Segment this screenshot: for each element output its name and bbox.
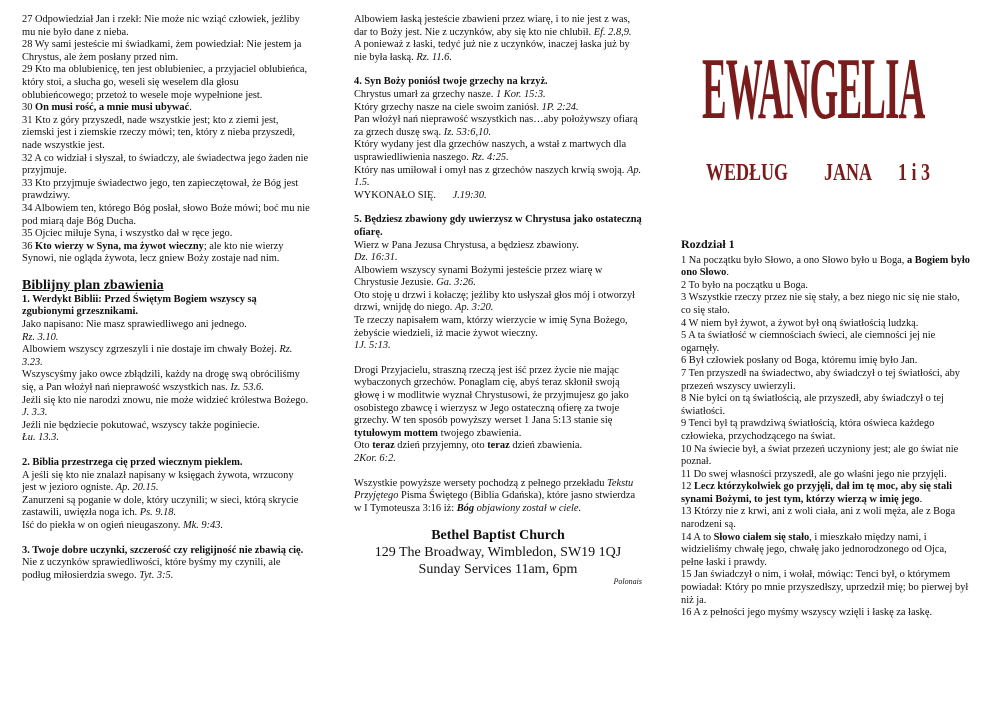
section-1-heading: 1. Werdykt Biblii: Przed Świętym Bogiem wszyscy są zgubionymi grzesznikami. (22, 293, 257, 318)
verse-36: 36 Kto wierzy w Syna, ma żywot wieczny; ale kto nie wierzy Synowi, nie ogląda żywota, lecz gniew Boży zostaje nad nim. (22, 240, 284, 265)
verse-2: 2 To było na początku u Boga. (681, 279, 808, 291)
s4-a: Chrystus umarł za grzechy nasze. 1 Kor. 15:3. (354, 88, 546, 100)
verse-28: 28 Wy sami jesteście mi świadkami, żem powiedział: Nie jestem ja Chrystus, ale żem posłany przed nim. (22, 39, 302, 63)
cover-subtitle (706, 160, 931, 187)
s5-b: Albowiem wszyscy synami Bożymi jesteście przez wiarę w Chrystusie Jezusie. Ga. 3:26. (354, 264, 603, 289)
s1-c: Wszyscyśmy jako owce zbłądzili, każdy na drogę swą obróciliśmy się, a Pan włożył nań nieprawość wszystkich nas. Iz. 53.6. (22, 369, 300, 394)
verse-5: 5 A ta światłość w ciemnościach świeci, ale ciemności jej nie ogarnęły. (681, 330, 936, 354)
s5-a: Wierz w Pana Jezusa Chrystusa, a będziesz zbawiony. Dz. 16:31. (354, 239, 579, 264)
verse-8: 8 Nie byłci on tą światłością, ale przyszedł, aby świadczył o tej światłości. (681, 393, 944, 417)
s4-b: Który grzechy nasze na ciele swoim zaniósł. 1P. 2:24. (354, 101, 579, 113)
section-3-heading: 3. Twoje dobre uczynki, szczerość czy religijność nie zbawią cię. (22, 544, 304, 556)
verse-32: 32 A co widział i słyszał, to świadczy, ale świadectwa jego żaden nie przyjmuje. (22, 152, 309, 177)
verse-6: 6 Był człowiek posłany od Boga, któremu imię było Jan. (681, 355, 918, 367)
s4-e: Który nas umiłował i omył nas z grzechów naszych krwią swoją. Ap. 1.5. (354, 164, 642, 189)
verse-29: 29 Kto ma oblubienicę, ten jest oblubieniec, a przyjaciel oblubieńca, który stoi, a słucha go, weseli się weselem dla głosu oblubieńcowego; przetoż to wesele moje wypełnione jest. (22, 64, 308, 101)
subtitle-wedlug: WEDŁUG (706, 160, 789, 186)
verse-36-bold: Kto wierzy w Syna, ma żywot wieczny (35, 240, 204, 252)
column-3 (681, 238, 971, 620)
s2-c: Iść do piekła w on ogień nieugaszony. Mk. 9:43. (22, 519, 224, 531)
verse-35: 35 Ojciec miłuje Syna, i wszystko dał w ręce jego. (22, 228, 233, 240)
verse-3: 3 Wszystkie rzeczy przez nie się stały, a bez niego nic się nie stało, co się stało. (681, 292, 960, 316)
section-5-heading: 5. Będziesz zbawiony gdy uwierzysz w Chrystusa jako ostateczną ofiarę. (354, 214, 642, 238)
subtitle-chapters: 1 i 3 (898, 160, 931, 186)
source-note: Wszystkie powyższe wersety pochodzą z pełnego przekładu Tekstu Przyjętego Pisma Świętego (Biblia Gdańska), które jasno stwierdza w I Tymoteusza 3:16 iż: Bóg objawiony został w ciele. (354, 477, 636, 514)
chapter-heading: Rozdział 1 (681, 237, 735, 251)
c2-p1: Albowiem łaską jesteście zbawieni przez wiarę, i to nie jest z was, dar to Boży jest. Nie z uczynków, aby się kto nie chlubił. Ef. 2.8,9. (354, 14, 632, 38)
c2-p2: A ponieważ z łaski, tedyć już nie z uczynków, inaczej łaska już by nie była łaską. Rz. 11.6. (354, 39, 630, 63)
oto-teraz: Oto teraz dzień przyjemny, oto teraz dzień zbawienia. 2Kor. 6:2. (354, 440, 583, 464)
s4-c: Pan włożył nań nieprawość wszystkich nas…aby położywszy ofiarą za grzech duszę swą. Iz. 53:6,10. (354, 114, 638, 138)
verse-33: 33 Kto przyjmuje świadectwo jego, ten zapieczętował, że Bóg jest prawdziwy. (22, 177, 299, 202)
cover-title: EWANGELIA (702, 41, 925, 138)
verse-34: 34 Albowiem ten, którego Bóg posłał, słowo Boże mówi; boć mu nie pod miarą daje Bóg Ducha. (22, 202, 310, 227)
s5-d: Te rzeczy napisałem wam, którzy wierzycie w imię Syna Bożego, żebyście wiedzieli, iż macie żywot wieczny. 1J. 5:13. (354, 315, 628, 352)
verse-10: 10 Na świecie był, a świat przezeń uczyniony jest; ale go świat nie poznał. (681, 443, 959, 468)
verse-1: 1 Na początku było Słowo, a ono Słowo było u Boga, a Bogiem było ono Słowo. (681, 254, 970, 279)
s4-d: Który wydany jest dla grzechów naszych, a wstał z martwych dla usprawiedliwienia naszego. Rz. 4:25. (354, 139, 627, 163)
church-address: 129 The Broadway, Wimbledon, SW19 1QJ (374, 545, 622, 561)
section-4-heading: 4. Syn Boży poniósł twoje grzechy na krzyż. (354, 76, 548, 88)
verse-30: 30 On musi rość, a mnie musi ubywać. (22, 102, 192, 114)
s1-d: Jeźli się kto nie narodzi znowu, nie może widzieć królestwa Bożego. J. 3.3. (22, 394, 309, 419)
verse-11: 11 Do swej własności przyszedł, ale go właśni jego nie przyjęli. (681, 468, 947, 480)
s5-c: Oto stoję u drzwi i kołaczę; jeźliby kto usłyszał głos mój i otworzył drzwi, wnijdę do niego. Ap. 3:20. (354, 289, 636, 314)
verse-14: 14 A to Słowo ciałem się stało, i mieszkało między nami, i widzieliśmy chwałę jego, chwałę jako jednorodzonego od Ojca, pełne łaski i prawdy. (681, 531, 947, 568)
s4-f: WYKONAŁO SIĘ. J.19:30. (354, 189, 487, 201)
s1-b: Albowiem wszyscy zgrzeszyli i nie dostaje im chwały Bożej. Rz. 3.23. (22, 344, 293, 368)
column-2 (354, 14, 642, 589)
church-name: Bethel Baptist Church (431, 528, 565, 544)
friend-paragraph: Drogi Przyjacielu, straszną rzeczą jest iść przez życie nie mając wybaczonych grzechów. Ponaglam cię, abyś teraz skłonił swoją głowę i w modlitwie wyznał Chrystusowi, że przyjmujesz go jako osobistego zbawcę i wierzysz w Jego ostateczną ofierę za twoje grzechy. W ten sposób powyższy werset 1 Jana 5:13 stanie się tytułowym mottem twojego zbawienia. (354, 364, 629, 439)
plan-heading: Biblijny plan zbawienia (22, 277, 164, 293)
verse-31: 31 Kto z góry przyszedł, nade wszystkie jest; kto z ziemi jest, ziemski jest i ziemskie rzeczy mówi; ten, który z nieba przyszedł, nade wszystkie jest. (22, 114, 295, 151)
verse-15: 15 Jan świadczył o nim, i wołał, mówiąc: Tenci był, o którymem powiadał: Który po mnie przyszedłszy, uprzedził mię; bo pierwej był niż ja. (681, 569, 969, 606)
polonais-label: Polonais (613, 577, 642, 587)
verse-27: 27 Odpowiedział Jan i rzekł: Nie może nic wziąć człowiek, jeźliby mu nie było dane z nieba. (22, 14, 300, 38)
verse-30-bold: On musi rość, a mnie musi ubywać (35, 102, 190, 114)
s3-a: Nie z uczynków sprawiedliwości, które byśmy my czynili, ale podług miłosierdzia swego. Tyt. 3:5. (22, 557, 281, 581)
column-1 (22, 14, 310, 582)
church-info (354, 527, 642, 578)
verse-7: 7 Ten przyszedł na świadectwo, aby świadczył o tej światłości, aby przezeń wszyscy uwierzyli. (681, 367, 960, 392)
subtitle-jana: JANA (824, 160, 872, 186)
s1-e: Jeźli nie będziecie pokutować, wszyscy także poginiecie. Łu. 13.3. (22, 419, 260, 444)
verse-4: 4 W niem był żywot, a żywot był oną światłością ludzką. (681, 317, 919, 329)
s1-a: Jako napisano: Nie masz sprawiedliwego ani jednego. Rz. 3.10. (22, 319, 247, 343)
section-2-heading: 2. Biblia przestrzega cię przed wiecznym pieklem. (22, 457, 243, 468)
verse-13: 13 Którzy nie z krwi, ani z woli ciała, ani z woli męża, ale z Boga narodzeni są. (681, 506, 956, 531)
s2-b: Zanurzeni są poganie w dole, który uczynili; w sieci, którą skrycie zastawili, uwięzła noga ich. Ps. 9.18. (22, 494, 299, 519)
s2-a: A jeśli się kto nie znalazł napisany w księgach żywota, wrzucony jest w jezioro ogniste. Ap. 20.15. (22, 469, 294, 494)
verse-12: 12 Lecz którzykolwiek go przyjęli, dał im tę moc, aby się stali synami Bożymi, to jest tym, którzy wierzą w imię jego. (681, 481, 952, 505)
verse-16: 16 A z pełności jego myśmy wszyscy wzięli i łaskę za łaskę. (681, 607, 933, 619)
verse-9: 9 Tenci był tą prawdziwą światłością, która oświeca każdego człowieka, przychodzącego na świat. (681, 418, 935, 442)
church-services: Sunday Services 11am, 6pm (418, 562, 578, 578)
